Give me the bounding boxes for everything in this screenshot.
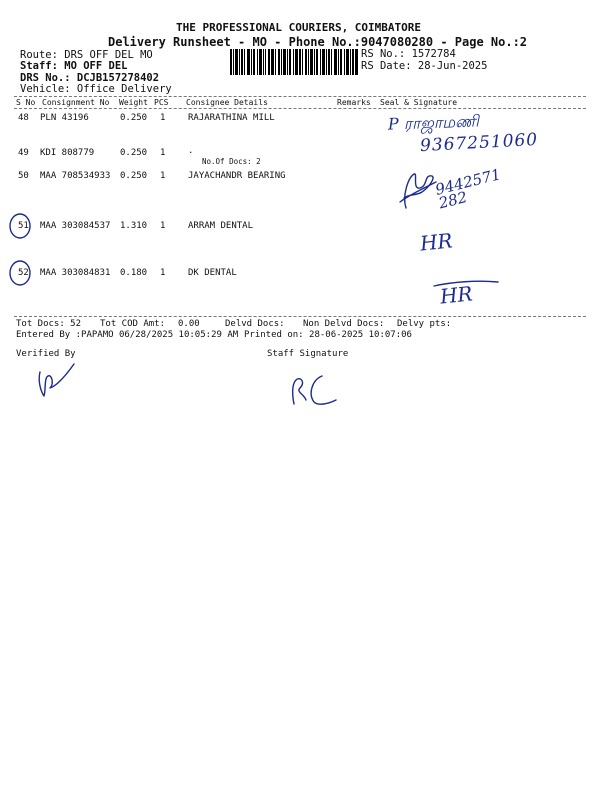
row-weight: 0.250 (120, 148, 148, 158)
circle-mark-52 (8, 259, 32, 287)
handwritten-number-row50: 9442571 282 (433, 165, 503, 213)
non-delivered-docs: Non Delvd Docs: (303, 319, 385, 329)
header-top-rule (14, 96, 586, 97)
rs-number: RS No.: 1572784 (361, 48, 456, 60)
verified-by-label: Verified By (16, 349, 76, 359)
header-bottom-rule (14, 108, 586, 109)
col-consignment: Consignment No (42, 98, 110, 107)
barcode (230, 49, 358, 75)
total-cod-value: 0.00 (178, 319, 200, 329)
delivery-points: Delvy pts: (397, 319, 452, 329)
row-pcs: 1 (160, 268, 166, 278)
row-consignment: MAA 303084831 (40, 268, 111, 278)
runsheet-title: Delivery Runsheet - MO - Phone No.:9047080280 - Page No.:2 (108, 35, 528, 49)
col-consignee: Consignee Details (186, 98, 268, 107)
row-consignee: DK DENTAL (188, 268, 237, 278)
row-weight: 0.250 (120, 113, 148, 123)
row-consignee: ARRAM DENTAL (188, 221, 254, 231)
col-pcs: PCS (154, 98, 169, 107)
row-sno: 52 (18, 268, 29, 278)
handwritten-initials-row52: HR (438, 281, 474, 309)
row-sno: 50 (18, 171, 29, 181)
row-sno: 51 (18, 221, 29, 231)
row-weight: 0.180 (120, 268, 148, 278)
row-sno: 48 (18, 113, 29, 123)
row-consignment: MAA 303084537 (40, 221, 111, 231)
col-weight: Weight (119, 98, 148, 107)
row-consignee: JAYACHANDR BEARING (188, 171, 286, 181)
col-seal-signature: Seal & Signature (380, 98, 458, 107)
footer-rule (14, 316, 586, 317)
handwritten-stroke-row52 (432, 278, 502, 290)
row-pcs: 1 (160, 148, 166, 158)
row-consignment: KDI 808779 (40, 148, 95, 158)
staff-label: Staff: MO OFF DEL (20, 60, 128, 72)
handwritten-name-row48: P ராஜாமணி (387, 111, 480, 134)
handwritten-phone-row48: 9367251060 (419, 129, 539, 157)
total-docs: Tot Docs: 52 (16, 319, 82, 329)
verifier-signature (34, 358, 82, 400)
row-sno: 49 (18, 148, 29, 158)
row-pcs: 1 (160, 221, 166, 231)
row-consignment: PLN 43196 (40, 113, 89, 123)
total-cod-label: Tot COD Amt: (100, 319, 166, 329)
vehicle-label: Vehicle: Office Delivery (20, 83, 172, 95)
entered-by: Entered By :PAPAMO 06/28/2025 10:05:29 AM (16, 330, 239, 340)
route-label: Route: DRS OFF DEL MO (20, 49, 153, 61)
row-pcs: 1 (160, 113, 166, 123)
company-name: THE PROFESSIONAL COURIERS, COIMBATORE (176, 21, 422, 34)
row-pcs: 1 (160, 171, 166, 181)
col-sno: S No (16, 98, 36, 107)
row-consignee: . (188, 146, 194, 156)
handwritten-scribble-row50 (398, 168, 438, 212)
staff-signature-label: Staff Signature (267, 349, 349, 359)
handwritten-initials-row51: HR (418, 228, 454, 256)
rs-date: RS Date: 28-Jun-2025 (361, 60, 488, 72)
delivered-docs: Delvd Docs: (225, 319, 285, 329)
row-doc-count: No.Of Docs: 2 (202, 157, 261, 166)
drs-number: DRS No.: DCJB157278402 (20, 72, 160, 84)
printed-on: Printed on: 28-06-2025 10:07:06 (244, 330, 412, 340)
row-weight: 1.310 (120, 221, 148, 231)
row-consignment: MAA 708534933 (40, 171, 111, 181)
col-remarks: Remarks (337, 98, 371, 107)
row-weight: 0.250 (120, 171, 148, 181)
row-consignee: RAJARATHINA MILL (188, 113, 275, 123)
staff-signature (284, 370, 344, 410)
circle-mark-51 (8, 212, 32, 240)
